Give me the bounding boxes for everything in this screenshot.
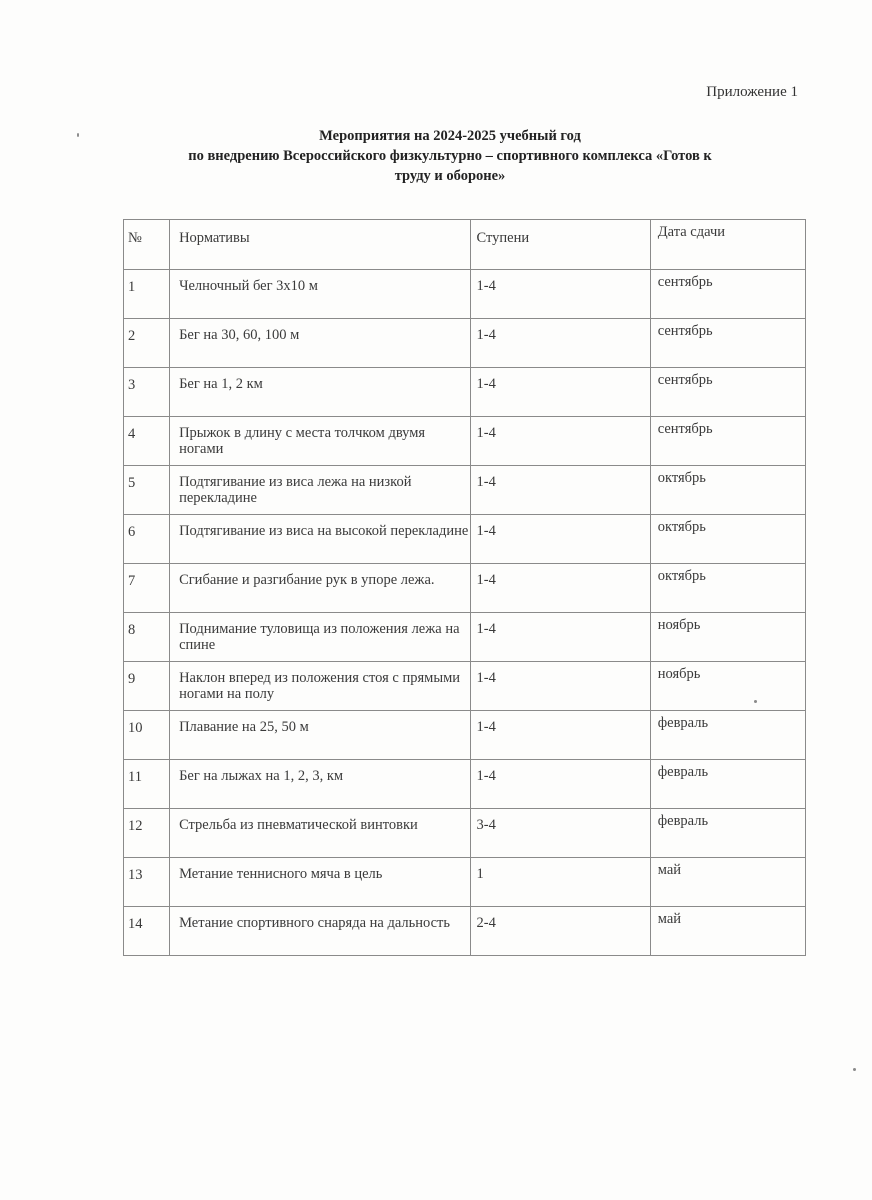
row-norm: Наклон вперед из положения стоя с прямыми ногами на полу <box>170 662 470 711</box>
column-header-number: № <box>124 220 170 270</box>
table-row <box>124 319 806 368</box>
row-stage: 1-4 <box>470 466 650 515</box>
scan-speck <box>754 700 757 703</box>
row-number: 3 <box>124 368 170 417</box>
row-number: 4 <box>124 417 170 466</box>
table-row <box>124 270 806 319</box>
row-norm: Метание спортивного снаряда на дальность <box>170 907 470 956</box>
table-row <box>124 368 806 417</box>
column-header-stages: Ступени <box>470 220 650 270</box>
document-title <box>110 126 790 186</box>
row-number: 2 <box>124 319 170 368</box>
row-stage: 1-4 <box>470 564 650 613</box>
row-stage: 1-4 <box>470 760 650 809</box>
table-row <box>124 711 806 760</box>
title-line: Мероприятия на 2024-2025 учебный год <box>319 128 581 144</box>
row-norm: Бег на 30, 60, 100 м <box>170 319 470 368</box>
row-number: 11 <box>124 760 170 809</box>
row-date: сентябрь <box>650 417 805 466</box>
column-header-date: Дата сдачи <box>650 220 805 270</box>
row-stage: 1-4 <box>470 711 650 760</box>
table-row <box>124 564 806 613</box>
row-norm: Подтягивание из виса лежа на низкой перекладине <box>170 466 470 515</box>
row-norm: Прыжок в длину с места толчком двумя ногами <box>170 417 470 466</box>
norms-table <box>123 219 806 956</box>
row-number: 13 <box>124 858 170 907</box>
row-stage: 1-4 <box>470 417 650 466</box>
row-date: октябрь <box>650 515 805 564</box>
appendix-label: Приложение 1 <box>706 84 798 100</box>
row-number: 14 <box>124 907 170 956</box>
row-date: сентябрь <box>650 368 805 417</box>
row-norm: Бег на 1, 2 км <box>170 368 470 417</box>
row-norm: Бег на лыжах на 1, 2, 3, км <box>170 760 470 809</box>
row-stage: 1-4 <box>470 270 650 319</box>
row-stage: 1-4 <box>470 368 650 417</box>
row-stage: 1 <box>470 858 650 907</box>
row-date: октябрь <box>650 466 805 515</box>
row-norm: Поднимание туловища из положения лежа на спине <box>170 613 470 662</box>
scan-speck <box>77 133 79 137</box>
table-header-row <box>124 220 806 270</box>
row-number: 6 <box>124 515 170 564</box>
title-line: по внедрению Всероссийского физкультурно – спортивного комплекса «Готов к <box>188 148 712 164</box>
row-number: 7 <box>124 564 170 613</box>
row-date: сентябрь <box>650 319 805 368</box>
table-row <box>124 613 806 662</box>
row-date: февраль <box>650 760 805 809</box>
table-row <box>124 466 806 515</box>
row-stage: 1-4 <box>470 319 650 368</box>
table-row <box>124 760 806 809</box>
table-row <box>124 417 806 466</box>
row-norm: Челночный бег 3х10 м <box>170 270 470 319</box>
row-date: ноябрь <box>650 662 805 711</box>
column-header-norms: Нормативы <box>170 220 470 270</box>
row-stage: 1-4 <box>470 613 650 662</box>
row-date: май <box>650 907 805 956</box>
row-date: сентябрь <box>650 270 805 319</box>
row-number: 1 <box>124 270 170 319</box>
table-row <box>124 662 806 711</box>
table-row <box>124 907 806 956</box>
table-row <box>124 858 806 907</box>
row-norm: Стрельба из пневматической винтовки <box>170 809 470 858</box>
row-stage: 2-4 <box>470 907 650 956</box>
row-date: октябрь <box>650 564 805 613</box>
row-norm: Плавание на 25, 50 м <box>170 711 470 760</box>
row-date: май <box>650 858 805 907</box>
scan-speck <box>853 1068 856 1071</box>
table-row <box>124 809 806 858</box>
row-number: 5 <box>124 466 170 515</box>
row-date: ноябрь <box>650 613 805 662</box>
row-date: февраль <box>650 809 805 858</box>
row-stage: 3-4 <box>470 809 650 858</box>
row-number: 8 <box>124 613 170 662</box>
title-line: труду и обороне» <box>394 168 506 184</box>
row-date: февраль <box>650 711 805 760</box>
row-stage: 1-4 <box>470 662 650 711</box>
row-number: 10 <box>124 711 170 760</box>
row-norm: Метание теннисного мяча в цель <box>170 858 470 907</box>
table-row <box>124 515 806 564</box>
row-stage: 1-4 <box>470 515 650 564</box>
row-norm: Подтягивание из виса на высокой перекладине <box>170 515 470 564</box>
row-number: 12 <box>124 809 170 858</box>
row-norm: Сгибание и разгибание рук в упоре лежа. <box>170 564 470 613</box>
row-number: 9 <box>124 662 170 711</box>
